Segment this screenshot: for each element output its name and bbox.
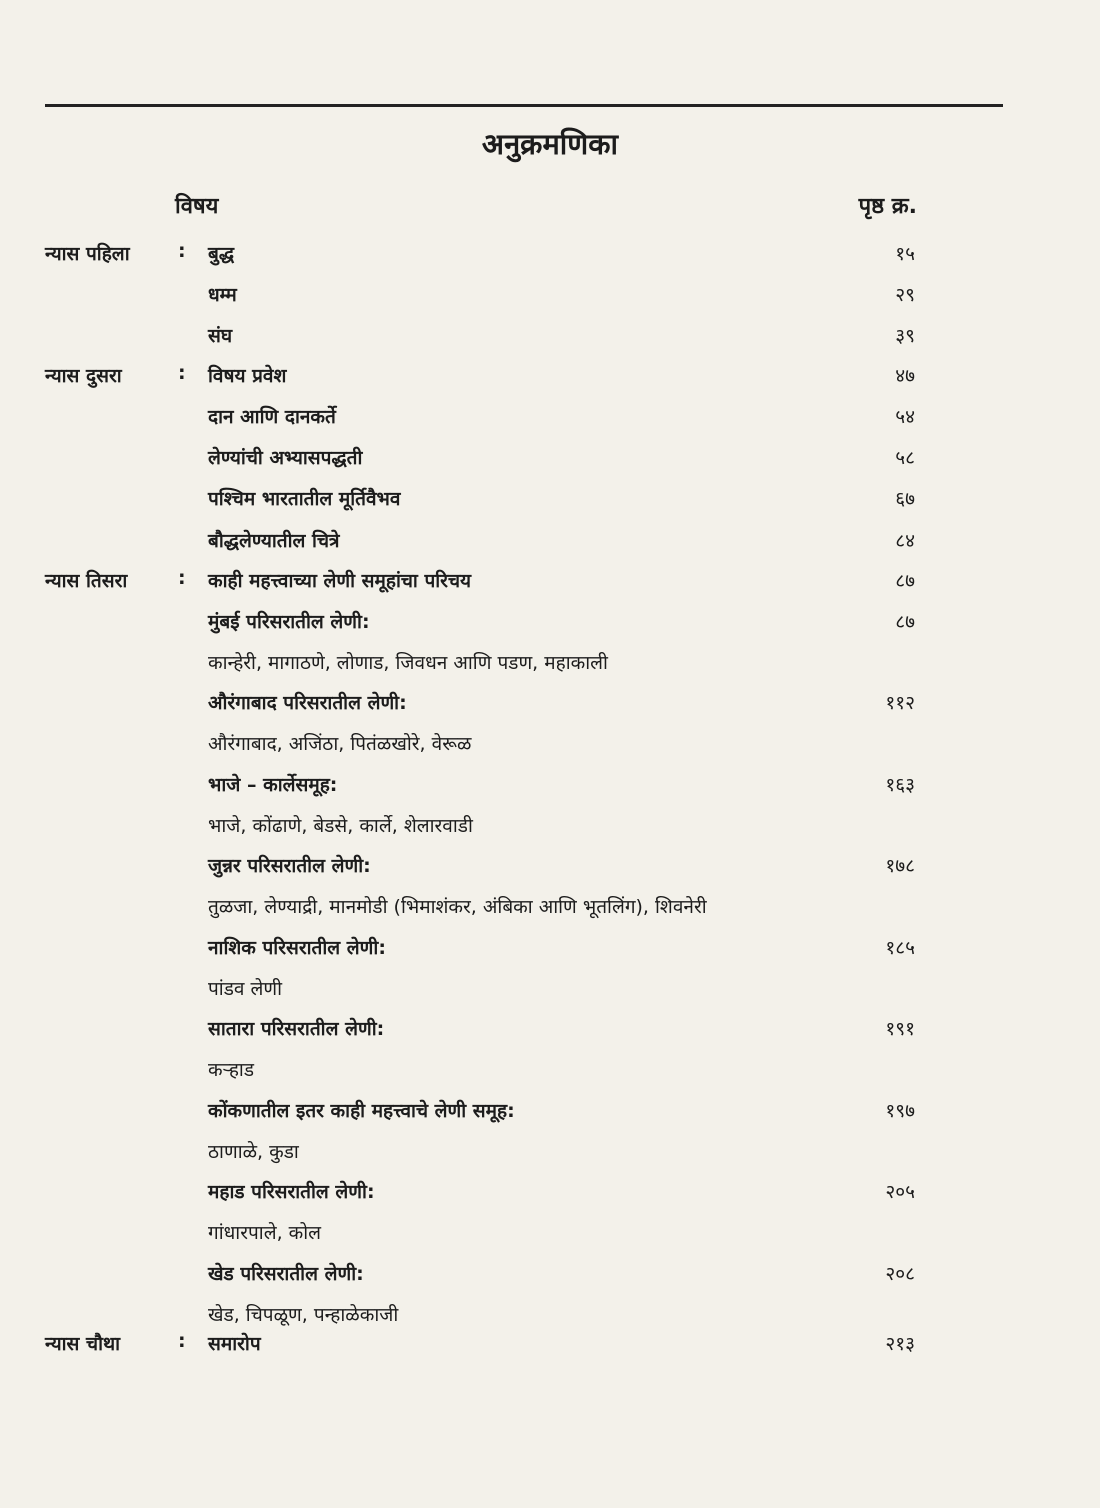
page-title: अनुक्रमणिका bbox=[481, 127, 619, 161]
section-colon: : bbox=[178, 567, 186, 589]
entry-sites: पांडव लेणी bbox=[208, 978, 283, 1000]
entry-title: जुन्नर परिसरातील लेणी: bbox=[208, 855, 371, 877]
page-number: २९ bbox=[895, 284, 915, 306]
entry-title: दान आणि दानकर्ते bbox=[208, 406, 336, 428]
toc-row bbox=[0, 527, 1100, 563]
entry-title: काही महत्त्वाच्या लेणी समूहांचा परिचय bbox=[208, 570, 472, 592]
page-number: १९७ bbox=[885, 1100, 915, 1122]
entry-sites: कऱ्हाड bbox=[208, 1059, 255, 1081]
toc-row bbox=[0, 240, 1100, 276]
toc-row bbox=[0, 1178, 1100, 1214]
toc-row bbox=[0, 649, 1100, 685]
section-colon: : bbox=[178, 240, 186, 262]
entry-title: बुद्ध bbox=[208, 243, 235, 265]
page-number: २१३ bbox=[885, 1333, 915, 1355]
entry-sites: तुळजा, लेण्याद्री, मानमोडी (भिमाशंकर, अंबिका आणि भूतलिंग), शिवनेरी bbox=[208, 896, 707, 918]
toc-row bbox=[0, 812, 1100, 848]
entry-title: औरंगाबाद परिसरातील लेणी: bbox=[208, 692, 407, 714]
toc-row bbox=[0, 1219, 1100, 1255]
page-number: १५ bbox=[895, 243, 915, 265]
page-number: १८५ bbox=[885, 937, 915, 959]
toc-row bbox=[0, 852, 1100, 888]
entry-title: धम्म bbox=[208, 284, 237, 306]
entry-title: नाशिक परिसरातील लेणी: bbox=[208, 937, 386, 959]
toc-row bbox=[0, 322, 1100, 358]
toc-row bbox=[0, 893, 1100, 929]
entry-sites: औरंगाबाद, अजिंठा, पितंळखोरे, वेरूळ bbox=[208, 733, 472, 755]
toc-row bbox=[0, 485, 1100, 521]
toc-row bbox=[0, 975, 1100, 1011]
entry-title: पश्चिम भारतातील मूर्तिवैभव bbox=[208, 488, 401, 510]
entry-sites: ठाणाळे, कुडा bbox=[208, 1141, 299, 1163]
page-number: १६३ bbox=[885, 774, 915, 796]
page-number: ६७ bbox=[895, 488, 915, 510]
toc-row bbox=[0, 1138, 1100, 1174]
toc-row bbox=[0, 771, 1100, 807]
page-number: ५४ bbox=[895, 406, 915, 428]
page-number: ४७ bbox=[895, 365, 915, 387]
page-number: ५८ bbox=[895, 447, 915, 469]
subject-header: विषय bbox=[175, 194, 219, 219]
page-number: ८७ bbox=[895, 611, 915, 633]
entry-title: मुंबई परिसरातील लेणी: bbox=[208, 611, 370, 633]
toc-row bbox=[0, 567, 1100, 603]
page-number: २०५ bbox=[885, 1181, 915, 1203]
entry-sites: खेड, चिपळूण, पन्हाळेकाजी bbox=[208, 1304, 399, 1326]
entry-title: समारोप bbox=[208, 1333, 261, 1355]
entry-title: महाड परिसरातील लेणी: bbox=[208, 1181, 375, 1203]
page-number-header: पृष्ठ क्र. bbox=[858, 194, 917, 219]
page-number: ३९ bbox=[895, 325, 915, 347]
toc-row bbox=[0, 1056, 1100, 1092]
page-number: ११२ bbox=[885, 692, 915, 714]
entry-title: सातारा परिसरातील लेणी: bbox=[208, 1018, 385, 1040]
toc-row bbox=[0, 281, 1100, 317]
section-colon: : bbox=[178, 1330, 186, 1352]
section-label: न्यास दुसरा bbox=[45, 365, 122, 387]
section-label: न्यास तिसरा bbox=[45, 570, 128, 592]
entry-title: भाजे – कार्लेसमूह: bbox=[208, 774, 338, 796]
section-colon: : bbox=[178, 362, 186, 384]
toc-row bbox=[0, 934, 1100, 970]
entry-sites: भाजे, कोंढाणे, बेडसे, कार्ले, शेलारवाडी bbox=[208, 815, 473, 837]
entry-title: विषय प्रवेश bbox=[208, 365, 287, 387]
section-label: न्यास चौथा bbox=[45, 1333, 121, 1355]
toc-row bbox=[0, 689, 1100, 725]
toc-row bbox=[0, 1015, 1100, 1051]
page-number: ८४ bbox=[895, 530, 915, 552]
entry-sites: गांधारपाले, कोल bbox=[208, 1222, 322, 1244]
section-label: न्यास पहिला bbox=[45, 243, 130, 265]
toc-row bbox=[0, 730, 1100, 766]
page-number: १९१ bbox=[885, 1018, 915, 1040]
entry-title: कोंकणातील इतर काही महत्त्वाचे लेणी समूह: bbox=[208, 1100, 515, 1122]
entry-sites: कान्हेरी, मागाठणे, लोणाड, जिवधन आणि पडण, महाकाली bbox=[208, 652, 608, 674]
entry-title: संघ bbox=[208, 325, 233, 347]
entry-title: लेण्यांची अभ्यासपद्धती bbox=[208, 447, 363, 469]
toc-row bbox=[0, 444, 1100, 480]
toc-row bbox=[0, 1260, 1100, 1296]
toc-row bbox=[0, 1330, 1100, 1366]
entry-title: बौद्धलेण्यातील चित्रे bbox=[208, 530, 340, 552]
toc-row bbox=[0, 608, 1100, 644]
top-rule bbox=[45, 104, 1003, 107]
page-number: २०८ bbox=[885, 1263, 915, 1285]
page-number: ८७ bbox=[895, 570, 915, 592]
toc-row bbox=[0, 1097, 1100, 1133]
toc-row bbox=[0, 362, 1100, 398]
page-number: १७८ bbox=[885, 855, 915, 877]
entry-title: खेड परिसरातील लेणी: bbox=[208, 1263, 364, 1285]
toc-row bbox=[0, 403, 1100, 439]
